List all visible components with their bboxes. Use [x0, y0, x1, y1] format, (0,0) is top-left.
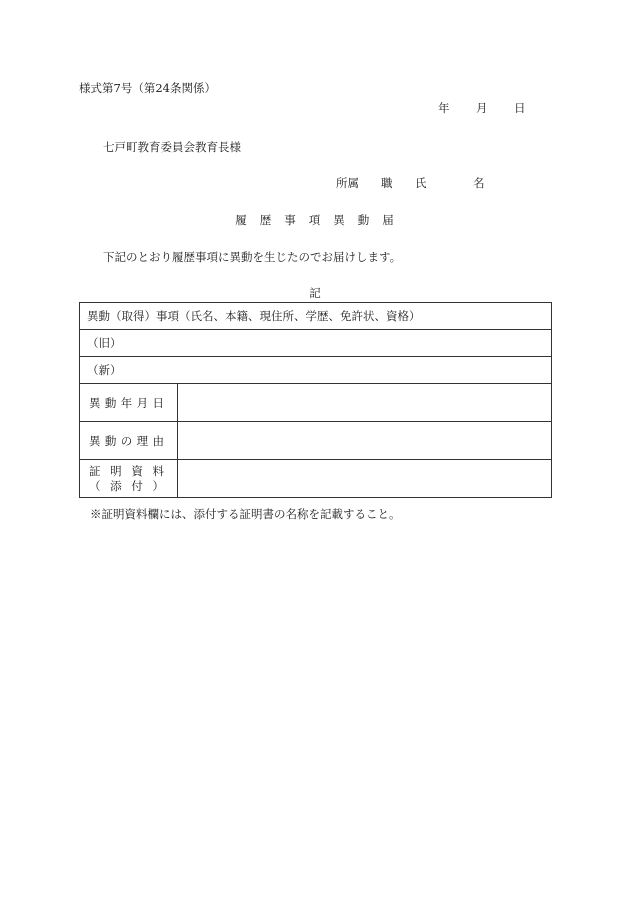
- table-row: [80, 357, 552, 384]
- change-reason-label: 異動の理由: [80, 422, 178, 460]
- intro-text: 下記のとおり履歴事項に異動を生じたのでお届けします。: [103, 250, 402, 264]
- affiliation-label: 所属: [336, 176, 359, 190]
- form-number: 様式第7号（第24条関係）: [79, 81, 216, 95]
- table-row: [80, 460, 552, 498]
- proof-documents-field[interactable]: [178, 460, 552, 498]
- proof-documents-label: [80, 460, 178, 498]
- date-line: [438, 100, 526, 116]
- footnote: ※証明資料欄には、添付する証明書の名称を記載すること。: [90, 507, 401, 521]
- addressee: 七戸町教育委員会教育長様: [103, 140, 241, 154]
- ki-heading: 記: [309, 286, 321, 300]
- details-table: [79, 302, 552, 498]
- change-date-label: 異動年月日: [80, 384, 178, 422]
- table-row: [80, 330, 552, 357]
- table-row: [80, 422, 552, 460]
- table-row: [80, 384, 552, 422]
- date-day-label: 日: [514, 101, 526, 115]
- old-value-field[interactable]: （旧）: [80, 330, 552, 357]
- new-value-field[interactable]: （新）: [80, 357, 552, 384]
- change-items-header: 異動（取得）事項（氏名、本籍、現住所、学歴、免許状、資格）: [80, 303, 552, 330]
- date-month-label: 月: [476, 101, 488, 115]
- name-label-second: 名: [473, 176, 485, 190]
- proof-label-line-1: 証明資料: [89, 463, 164, 478]
- change-date-field[interactable]: [178, 384, 552, 422]
- document-title: 履歴事項異動届: [235, 213, 407, 227]
- name-label-first: 氏: [415, 176, 427, 190]
- applicant-line: [336, 175, 485, 191]
- position-label: 職: [381, 176, 393, 190]
- table-row: [80, 303, 552, 330]
- date-year-label: 年: [438, 101, 450, 115]
- proof-label-line-2: （添付）: [89, 478, 164, 493]
- change-reason-field[interactable]: [178, 422, 552, 460]
